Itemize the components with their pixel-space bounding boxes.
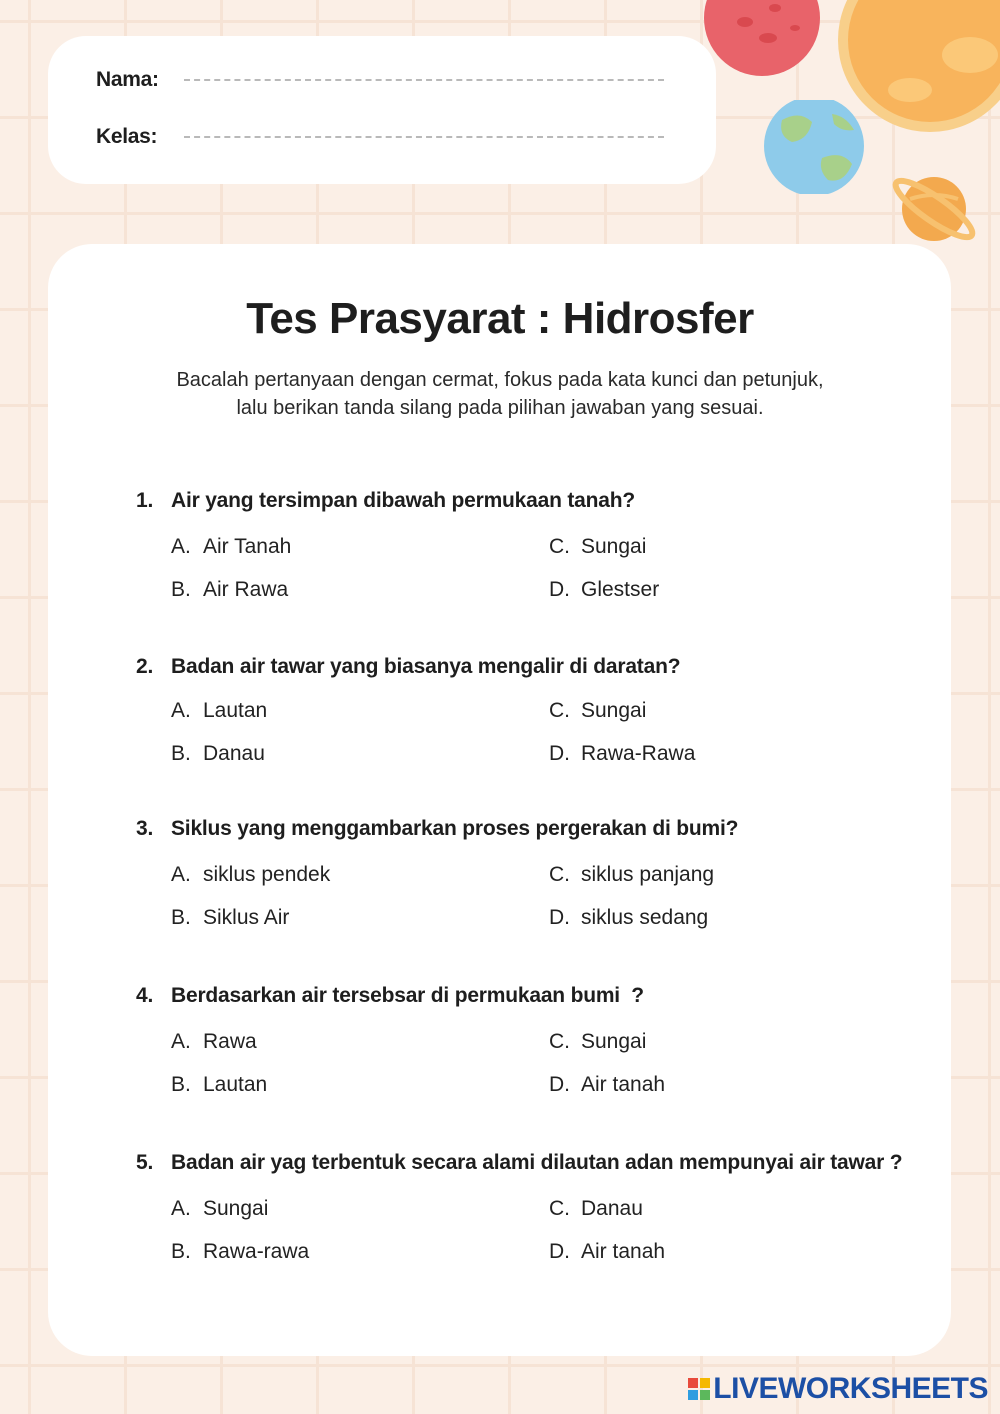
option-d[interactable]: D. Glestser (549, 578, 660, 601)
liveworksheets-logo-icon (688, 1378, 710, 1400)
option-b[interactable]: B. Danau (171, 742, 265, 765)
question-text (136, 1151, 902, 1175)
class-row (96, 125, 664, 149)
option-b[interactable]: B. Lautan (171, 1073, 268, 1096)
option-c[interactable]: C. Danau (549, 1197, 643, 1220)
question-number: 1. (136, 489, 154, 512)
question-prompt: Berdasarkan air tersebsar di permukaan bumi ? (171, 984, 644, 1007)
question-prompt: Badan air tawar yang biasanya mengalir di daratan? (171, 655, 681, 678)
question-text (136, 655, 680, 679)
name-input-line[interactable] (184, 79, 664, 81)
student-info-card (48, 36, 716, 184)
option-a[interactable]: A. Air Tanah (171, 535, 292, 558)
question-number: 4. (136, 984, 154, 1007)
saturn-illustration (888, 165, 983, 255)
liveworksheets-brand[interactable] (688, 1372, 988, 1406)
option-c[interactable]: C. Sungai (549, 1030, 647, 1053)
name-label: Nama: (96, 68, 159, 91)
question-number: 2. (136, 655, 154, 678)
question-text (136, 984, 644, 1008)
worksheet-title: Tes Prasyarat : Hidrosfer (246, 294, 754, 343)
option-c[interactable]: C. siklus panjang (549, 863, 715, 886)
option-a[interactable]: A. siklus pendek (171, 863, 331, 886)
option-b[interactable]: B. Siklus Air (171, 906, 290, 929)
option-a[interactable]: A. Lautan (171, 699, 268, 722)
class-label: Kelas: (96, 125, 158, 148)
brand-text: LIVEWORKSHEETS (713, 1372, 988, 1405)
question-number: 3. (136, 817, 154, 840)
option-d[interactable]: D. siklus sedang (549, 906, 709, 929)
earth-illustration (762, 100, 868, 194)
question-number: 5. (136, 1151, 154, 1174)
question-prompt: Air yang tersimpan dibawah permukaan tanah? (171, 489, 636, 512)
question-text (136, 817, 738, 841)
worksheet-instructions: Bacalah pertanyaan dengan cermat, fokus pada kata kunci dan petunjuk, lalu berikan tanda silang pada pilihan jawaban yang sesuai. (176, 369, 824, 419)
red-planet-illustration (700, 0, 825, 80)
option-d[interactable]: D. Air tanah (549, 1073, 666, 1096)
option-a[interactable]: A. Sungai (171, 1197, 269, 1220)
option-d[interactable]: D. Air tanah (549, 1240, 666, 1263)
option-a[interactable]: A. Rawa (171, 1030, 257, 1053)
question-prompt: Siklus yang menggambarkan proses pergerakan di bumi? (171, 817, 739, 840)
question-text (136, 489, 635, 513)
option-b[interactable]: B. Air Rawa (171, 578, 289, 601)
name-row (96, 68, 664, 92)
class-input-line[interactable] (184, 136, 664, 138)
option-b[interactable]: B. Rawa-rawa (171, 1240, 310, 1263)
option-d[interactable]: D. Rawa-Rawa (549, 742, 696, 765)
option-c[interactable]: C. Sungai (549, 535, 647, 558)
question-prompt: Badan air yag terbentuk secara alami dilautan adan mempunyai air tawar ? (171, 1151, 903, 1174)
option-c[interactable]: C. Sungai (549, 699, 647, 722)
